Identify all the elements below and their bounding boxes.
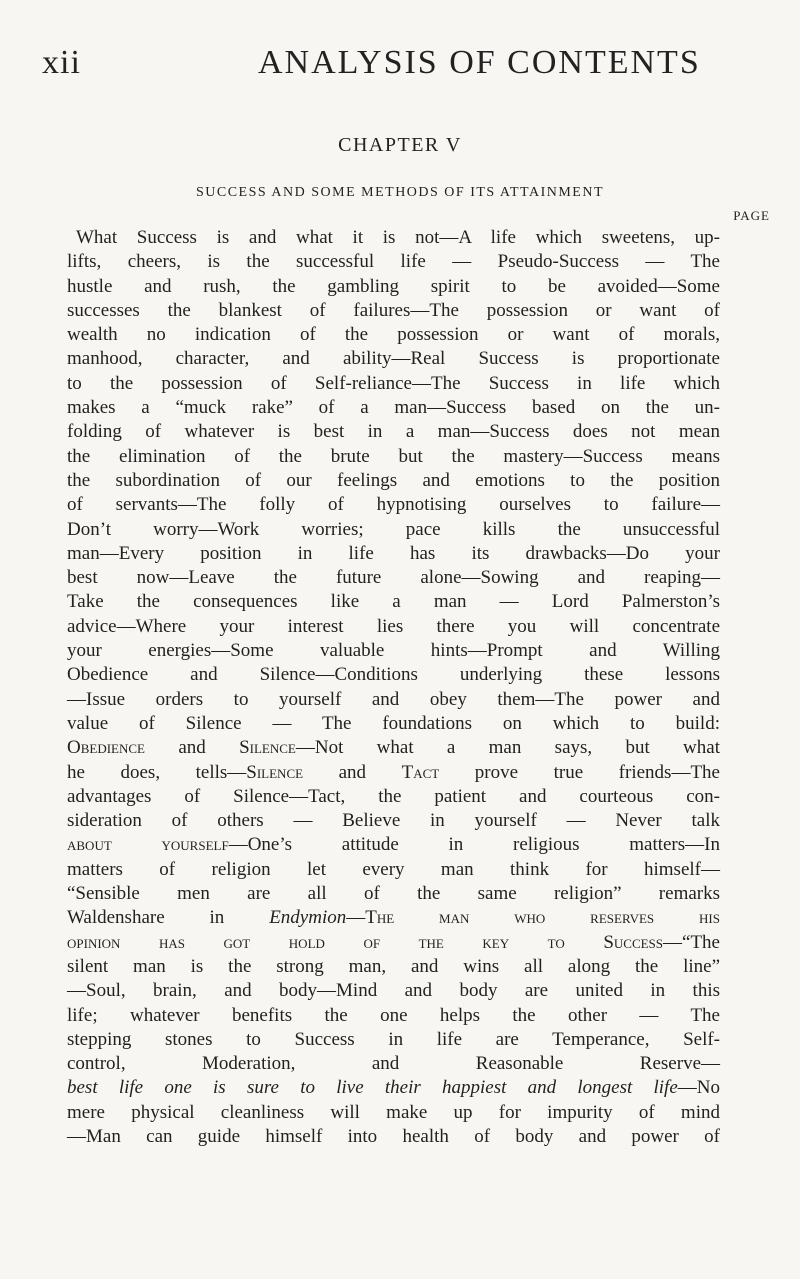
small-caps-phrase: The man who reserves his — [365, 907, 720, 929]
text-line: silent man is the strong man, and wins all along the line” — [67, 955, 720, 977]
small-caps-phrase: Obedience — [67, 737, 145, 759]
text-segment: Waldenshare in — [67, 907, 270, 929]
text-segment: and — [145, 737, 240, 759]
text-line: wealth no indication of the possession or want of morals, — [67, 324, 720, 346]
text-line — [67, 931, 720, 955]
text-segment: —Not what a man says, but what — [295, 737, 720, 759]
text-line: What Success is and what it is not—A life which sweetens, up- — [76, 227, 720, 248]
text-segment: —“The — [663, 931, 720, 953]
text-line: Take the consequences like a man — Lord Palmerston’s — [67, 591, 720, 613]
text-line: of servants—The folly of hypnotising ourselves to failure— — [67, 494, 720, 516]
text-line: Obedience and Silence—Conditions underlying these lessons — [67, 664, 720, 686]
text-line: mere physical cleanliness will make up for impurity of mind — [67, 1101, 720, 1123]
italic-phrase: best life one is sure to live their happiest and longest life — [67, 1077, 678, 1099]
small-caps-phrase: Tact — [401, 761, 440, 783]
text-line — [67, 1076, 720, 1100]
text-line: the subordination of our feelings and emotions to the position — [67, 469, 720, 491]
text-line: advantages of Silence—Tact, the patient and courteous con- — [67, 785, 720, 807]
text-line — [67, 761, 720, 785]
chapter-heading: CHAPTER V — [338, 134, 462, 156]
text-line: lifts, cheers, is the successful life — Pseudo-Success — The — [67, 251, 720, 273]
page-column-label: PAGE — [733, 208, 770, 223]
text-line: matters of religion let every man think for himself— — [67, 858, 720, 880]
small-caps-phrase: Silence — [239, 737, 296, 759]
text-segment: he does, tells— — [67, 761, 247, 783]
text-line: to the possession of Self-reliance—The Success in life which — [67, 372, 720, 394]
chapter-subtitle: SUCCESS AND SOME METHODS OF ITS ATTAINMENT — [195, 185, 605, 200]
small-caps-phrase: Silence — [246, 761, 304, 783]
text-segment: —One’s attitude in religious matters—In — [228, 834, 720, 856]
text-line: the elimination of the brute but the mastery—Success means — [67, 445, 720, 467]
text-line: manhood, character, and ability—Real Success is proportionate — [67, 348, 720, 370]
text-line: best now—Leave the future alone—Sowing and reaping— — [67, 567, 720, 589]
text-line — [67, 833, 720, 857]
running-head — [30, 44, 750, 88]
text-line: —Soul, brain, and body—Mind and body are united in this — [67, 980, 720, 1002]
text-line: life; whatever benefits the one helps the other — The — [67, 1004, 720, 1026]
page-folio: xii — [42, 44, 81, 81]
italic-phrase: Endymion — [269, 907, 347, 929]
text-line: man—Every position in life has its drawbacks—Do your — [67, 542, 720, 564]
small-caps-phrase: about yourself — [67, 834, 229, 856]
text-line: “Sensible men are all of the same religion” remarks — [67, 883, 720, 905]
text-line: stepping stones to Success in life are Temperance, Self- — [67, 1028, 720, 1050]
text-line: advice—Where your interest lies there you will concentrate — [67, 615, 720, 637]
text-line: —Man can guide himself into health of body and power of — [67, 1125, 720, 1147]
text-line — [67, 736, 720, 760]
text-line — [67, 906, 720, 930]
text-segment: —No — [677, 1077, 720, 1099]
text-line: folding of whatever is best in a man—Success does not mean — [67, 421, 720, 443]
text-line: Don’t worry—Work worries; pace kills the unsuccessful — [67, 518, 720, 540]
text-segment: and — [303, 761, 402, 783]
text-line: hustle and rush, the gambling spirit to be avoided—Some — [67, 275, 720, 297]
text-line: value of Silence — The foundations on which to build: — [67, 712, 720, 734]
text-line: sideration of others — Believe in yourself — Never talk — [67, 810, 720, 832]
text-line: your energies—Some valuable hints—Prompt and Willing — [67, 640, 720, 662]
text-line: control, Moderation, and Reasonable Reserve— — [67, 1053, 720, 1075]
analysis-paragraph — [67, 226, 720, 1149]
small-caps-phrase: opinion has got hold of the key to Success — [67, 931, 664, 953]
text-line: makes a “muck rake” of a man—Success based on the un- — [67, 397, 720, 419]
text-line: —Issue orders to yourself and obey them—The power and — [67, 688, 720, 710]
running-head-title: ANALYSIS OF CONTENTS — [258, 44, 701, 81]
text-segment: prove true friends—The — [439, 761, 720, 783]
text-segment: — — [346, 907, 366, 929]
text-line: successes the blankest of failures—The possession or want of — [67, 299, 720, 321]
